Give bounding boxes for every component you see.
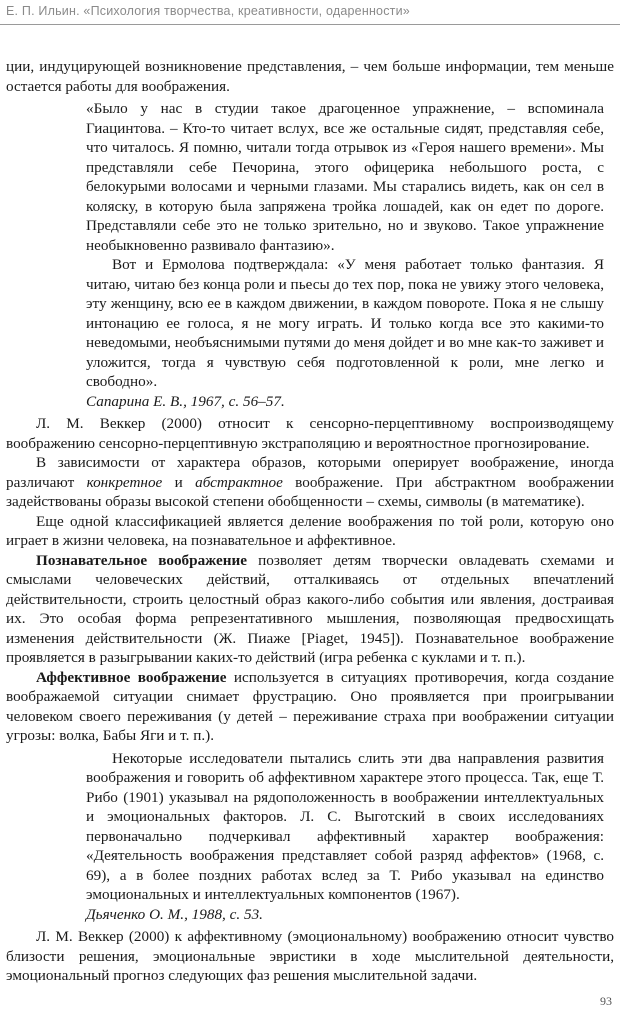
quote-paragraph: Некоторые исследователи пытались слить эти два направления развития воображения и говорить об аффективном характере этого процесса. Так, еще Т. Рибо (1901) указывал на рядоположенность в воображении интеллектуальных и эмоциональных факторов. Л. С. Выготский в своих исследованиях первоначально подчеркивал аффективный характер воображения: «Деятельность воображения представляет собой разряд аффектов» (1968, с. 69), а в более поздних работах вслед за Т. Рибо указывал на единство эмоциональных и интеллектуальных компонентов (1967). xyxy=(86,749,604,903)
quote-citation: Дьяченко О. М., 1988, с. 53. xyxy=(86,905,263,923)
quote-paragraph: Вот и Ермолова подтверждала: «У меня работает только фантазия. Я читаю, читаю без конца роли и пьесы до тех пор, пока не увижу этого человека, эту женщину, всю ее в каждом движении, в каждом повороте. Пока я не слышу интонацию ее голоса, я не могу играть. И только когда все это какими-то неведомыми, необъяснимыми путями до меня дойдет и во мне как-то заживет и уложится, тогда я чувствую себя подготовленной к роли, мне легко и свободно». xyxy=(86,256,604,390)
quote-citation: Сапарина Е. В., 1967, с. 56–57. xyxy=(86,392,285,410)
text-run: В зависимости от характера образов, которыми оперирует воображение, иногда различают xyxy=(6,454,614,491)
term-concrete: конкретное xyxy=(86,473,163,491)
paragraph-vekker-affective: Л. М. Веккер (2000) к аффективному (эмоциональному) воображению относит чувство близости решения, эмоциональные эвристики в ходе мыслительной деятельности, эмоциональный прогноз следующих фаз решения мыслительной задачи. xyxy=(6,928,614,984)
text-run: используется в ситуациях противоречия, когда создание воображаемой ситуации снимает фрустрацию. Оно проявляется при проигрывании человеком своего переживания (у детей – переживание страха при воображении ситуации угрозы: волка, Бабы Яги и т. п.). xyxy=(6,668,614,744)
header-divider xyxy=(0,24,620,25)
block-quote-giatsintova xyxy=(86,99,604,411)
term-affective-imagination: Аффективное воображение xyxy=(36,668,227,686)
term-cognitive-imagination: Познавательное воображение xyxy=(36,551,247,569)
page-body xyxy=(6,57,614,986)
page-number: 93 xyxy=(600,994,612,1008)
paragraph-classification: Еще одной классификацией является деление воображения по той роли, которую оно играет в жизни человека, на познавательное и аффективное. xyxy=(6,512,614,549)
text-run: и xyxy=(162,473,196,491)
paragraph-vekker-sensory: Л. М. Веккер (2000) относит к сенсорно-перцептивному воспроизводящему воображению сенсорно-перцептивную экстраполяцию и вероятностное прогнозирование. xyxy=(6,415,614,452)
block-quote-dyachenko xyxy=(86,749,604,925)
term-abstract: абстрактное xyxy=(195,473,283,491)
running-header: Е. П. Ильин. «Психология творчества, креативности, одаренности» xyxy=(6,4,410,18)
text-run: воображение. При абстрактном воображении задействованы образы высокой степени обобщенности – схемы, символы (в математике). xyxy=(6,473,615,510)
paragraph-continuation: ции, индуцирующей возникновение представления, – чем больше информации, тем меньше остается работы для воображения. xyxy=(6,58,614,95)
quote-paragraph: «Было у нас в студии такое драгоценное упражнение, – вспоминала Гиацинтова. – Кто-то читает вслух, все же остальные сидят, представляя себе, что читалось. Я помню, читали тогда отрывок из «Героя нашего времени». Мы представляли себе Печорина, этого офицерика небольшого роста, с белокурыми волосами и черными глазами. Мы старались видеть, как он сел в коляску, в которую была запряжена тройка лошадей, как он едет по дороге. Представляли себе это не только зрительно, но и звуково. Такое упражнение необыкновенно развивало фантазию». xyxy=(86,100,604,254)
paragraph-concrete-abstract xyxy=(6,453,614,512)
text-run: позволяет детям творчески овладевать схемами и смыслами человеческих действий, отталкиваясь от отдельных впечатлений действительности, строить целостный образ какого-либо события или явления, достраивая их. Это особая форма репрезентативного мышления, позволяющая предвосхищать изменения действительности (Ж. Пиаже [Piaget, 1945]). Познавательное воображение проявляется в разыгрывании каких-то действий (игра ребенка с куклами и т. п.). xyxy=(6,551,614,666)
paragraph-cognitive-imagination xyxy=(6,551,614,668)
paragraph-affective-imagination xyxy=(6,668,614,746)
